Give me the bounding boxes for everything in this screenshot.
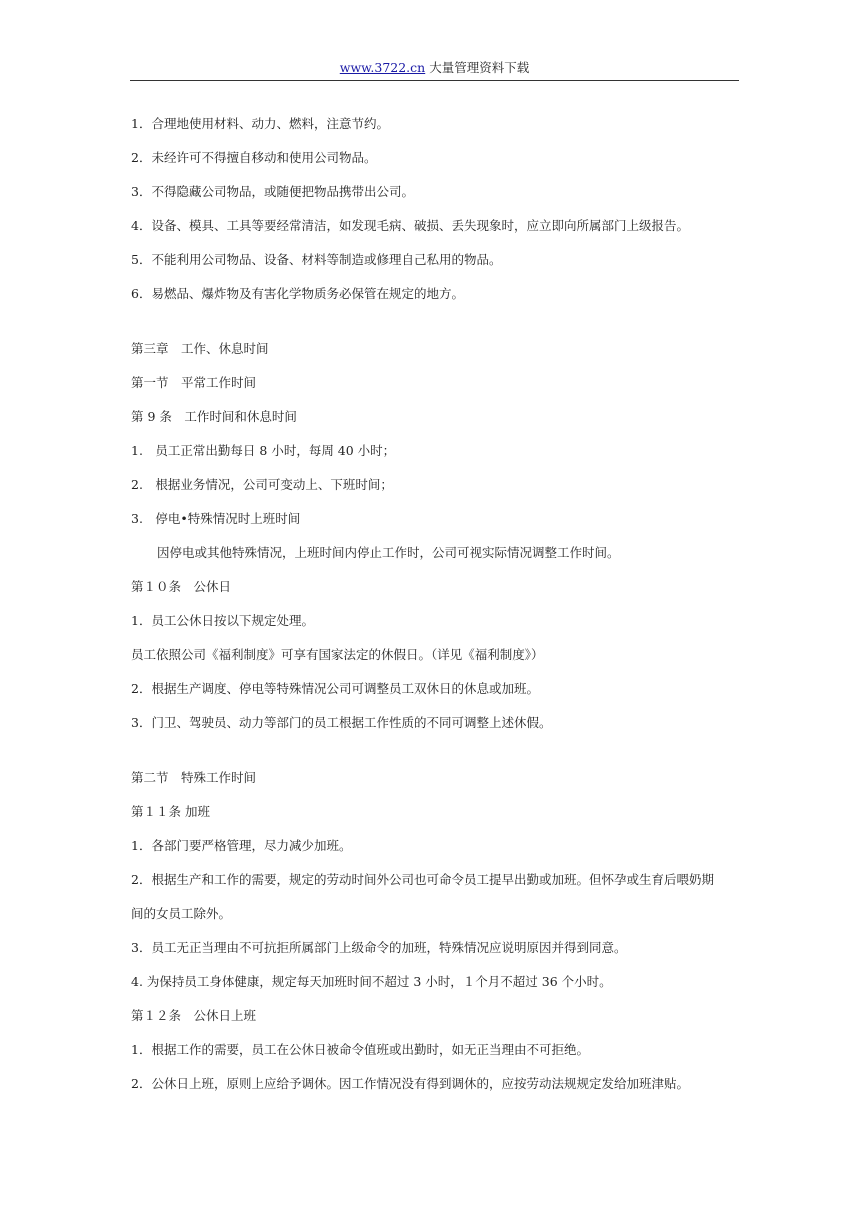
rule-item: 1．员工公休日按以下规定处理。 <box>131 613 314 628</box>
header-divider <box>130 80 739 81</box>
rule-item: 1．各部门要严格管理，尽力减少加班。 <box>131 838 352 853</box>
chapter-heading: 第三章 工作、休息时间 <box>131 341 269 356</box>
header-text: 大量管理资料下载 <box>425 60 530 75</box>
rule-item: 4. 为保持员工身体健康，规定每天加班时间不超过 3 小时，１个月不超过 36 个小时。 <box>131 974 612 989</box>
rule-item: 4．设备、模具、工具等要经常清洁，如发现毛病、破损、丢失现象时，应立即向所属部门上级报告。 <box>131 218 689 233</box>
rule-item: 1. 员工正常出勤每日 8 小时，每周 40 小时； <box>131 443 396 458</box>
rule-item: 6．易燃品、爆炸物及有害化学物质务必保管在规定的地方。 <box>131 286 464 301</box>
section-heading: 第一节 平常工作时间 <box>131 375 257 390</box>
rule-item: 2．公休日上班，原则上应给予调休。因工作情况没有得到调休的，应按劳动法规规定发给加班津贴。 <box>131 1076 689 1091</box>
rule-item: 2．根据生产调度、停电等特殊情况公司可调整员工双休日的休息或加班。 <box>131 681 539 696</box>
article-heading: 第１２条 公休日上班 <box>131 1008 257 1023</box>
rule-item: 3. 停电•特殊情况时上班时间 <box>131 511 301 526</box>
rule-item: 1．合理地使用材料、动力、燃料，注意节约。 <box>131 116 389 131</box>
rule-item: 2．未经许可不得擅自移动和使用公司物品。 <box>131 150 377 165</box>
article-heading: 第１１条 加班 <box>131 804 210 819</box>
rule-item: 5．不能利用公司物品、设备、材料等制造或修理自己私用的物品。 <box>131 252 502 267</box>
section-heading: 第二节 特殊工作时间 <box>131 770 257 785</box>
paragraph: 员工依照公司《福利制度》可享有国家法定的休假日。（详见《福利制度》） <box>131 647 544 662</box>
rule-item: 3．员工无正当理由不可抗拒所属部门上级命令的加班，特殊情况应说明原因并得到同意。 <box>131 940 627 955</box>
rule-item: 2. 根据业务情况，公司可变动上、下班时间； <box>131 477 393 492</box>
rule-item: 1．根据工作的需要，员工在公休日被命令值班或出勤时，如无正当理由不可拒绝。 <box>131 1042 589 1057</box>
article-heading: 第１０条 公休日 <box>131 579 232 594</box>
article-heading: 第 9 条 工作时间和休息时间 <box>131 409 297 424</box>
header-link[interactable]: www.3722.cn <box>339 60 426 75</box>
rule-item: 3．门卫、驾驶员、动力等部门的员工根据工作性质的不同可调整上述休假。 <box>131 715 552 730</box>
rule-item: 2．根据生产和工作的需要，规定的劳动时间外公司也可命令员工提早出勤或加班。但怀孕或生育后喂奶期 <box>131 872 714 887</box>
paragraph: 因停电或其他特殊情况，上班时间内停止工作时，公司可视实际情况调整工作时间。 <box>157 545 620 560</box>
page-header <box>130 60 739 76</box>
rule-item: 3．不得隐藏公司物品，或随便把物品携带出公司。 <box>131 184 414 199</box>
rule-item-continued: 间的女员工除外。 <box>131 906 232 921</box>
